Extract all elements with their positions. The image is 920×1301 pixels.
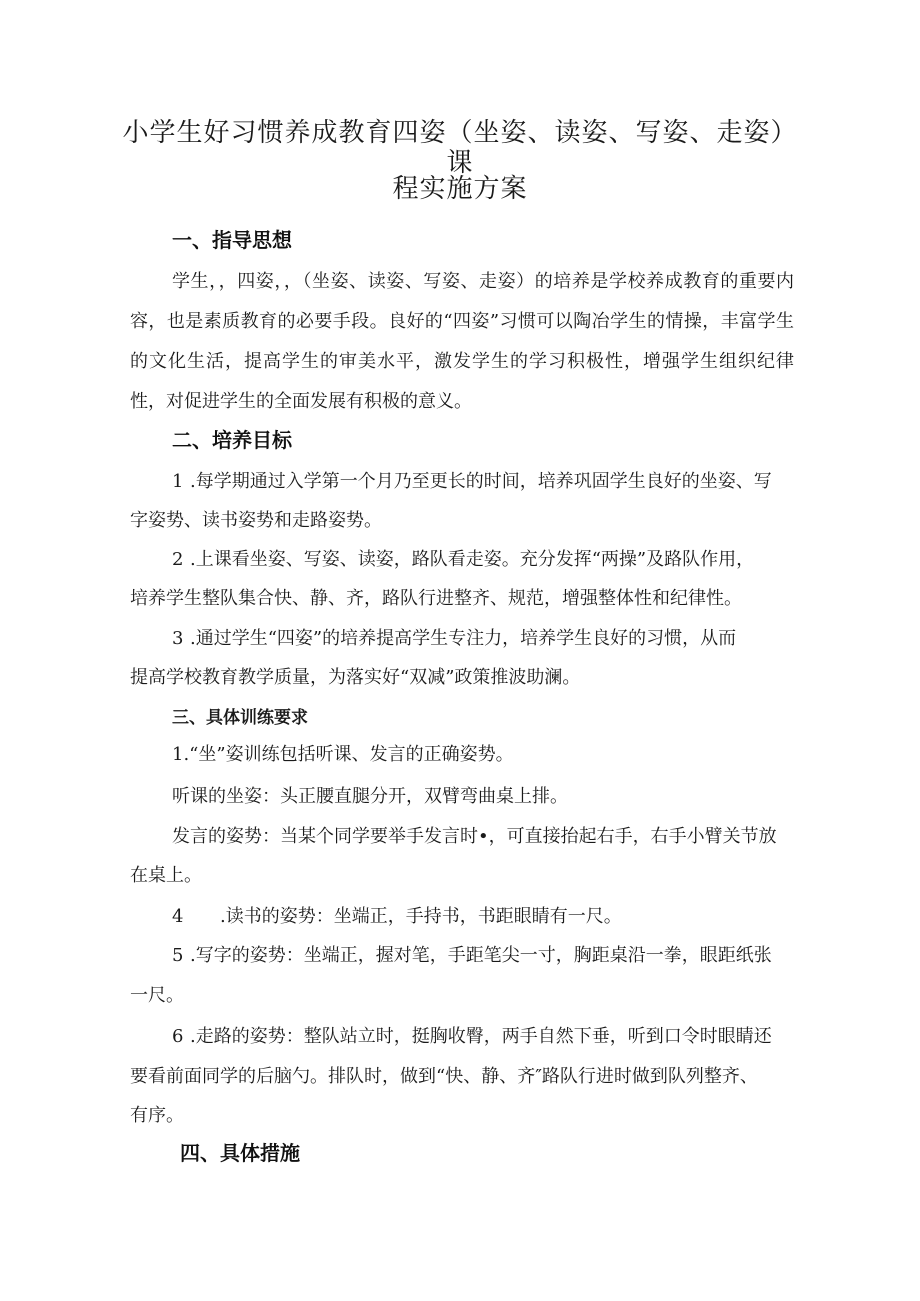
sitting-intro: 1.“坐”姿训练包括听课、发言的正确姿势。 — [172, 744, 514, 765]
goal-item-2-line-2: 培养学生整队集合快、静、齐，路队行进整齐、规范，增强整体性和纪律性。 — [130, 588, 742, 609]
reading-posture-number: 4 — [172, 906, 184, 927]
writing-posture-line-1: 5 .写字的姿势：坐端正，握对笔，手距笔尖一寸，胸距桌沿一拳，眼距纸张 — [172, 945, 772, 966]
document-title-line-2: 程实施方案 — [392, 174, 528, 204]
writing-posture-number: 5 — [172, 945, 184, 966]
reading-posture: 4 .读书的姿势：坐端正，手持书，书距眼睛有一尺。 — [172, 906, 622, 927]
writing-posture-line-2: 一尺。 — [130, 985, 184, 1006]
section-heading-training-goals: 二、培养目标 — [172, 428, 292, 452]
walking-posture-line-3: 有序。 — [130, 1105, 184, 1126]
goal-item-2-number: 2 — [172, 549, 184, 570]
goal-item-2-line-1: 2 .上课看坐姿、写姿、读姿，路队看走姿。充分发挥“两操”及路队作用， — [172, 549, 755, 570]
goal-item-1-line-2: 字姿势、读书姿势和走路姿势。 — [130, 510, 382, 531]
goal-item-3-line-1: 3 .通过学生“四姿”的培养提高学生专注力，培养学生良好的习惯，从而 — [172, 628, 737, 649]
document-title-line-1: 小学生好习惯养成教育四姿（坐姿、读姿、写姿、走姿）课 — [122, 118, 798, 178]
goal-item-1-number: 1 — [172, 471, 184, 492]
section-heading-training-requirements: 三、具体训练要求 — [172, 708, 308, 728]
walking-posture-line-2: 要看前面同学的后脑勺。排队时，做到“快、静、齐″路队行进时做到队列整齐、 — [130, 1066, 758, 1087]
listening-posture: 听课的坐姿：头正腰直腿分开，双臂弯曲桌上排。 — [172, 786, 568, 807]
section-heading-specific-measures: 四、具体措施 — [180, 1141, 300, 1165]
section-heading-guiding-ideology: 一、指导思想 — [172, 228, 292, 252]
goal-item-3-number: 3 — [172, 628, 184, 649]
speaking-posture-line-1: 发言的姿势：当某个同学要举手发言时•，可直接抬起右手，右手小臂关节放 — [172, 826, 777, 847]
goal-item-3-line-2: 提高学校教育教学质量，为落实好“双减”政策推波助澜。 — [130, 667, 581, 688]
guiding-ideology-paragraph: 学生，，四姿，，（坐姿、读姿、写姿、走姿）的培养是学校养成教育的重要内容，也是素质教育的必要手段。良好的“四姿”习惯可以陶冶学生的情操，丰富学生的文化生活，提高学生的审美水平，激发学生的学习积极性，增强学生组织纪律性，对促进学生的全面发展有积极的意义。 — [130, 271, 794, 412]
speaking-posture-line-2: 在桌上。 — [130, 865, 202, 886]
walking-posture-number: 6 — [172, 1026, 184, 1047]
goal-item-1-line-1: 1 .每学期通过入学第一个月乃至更长的时间，培养巩固学生良好的坐姿、写 — [172, 471, 772, 492]
walking-posture-line-1: 6 .走路的姿势：整队站立时，挺胸收臀，两手自然下垂，听到口令时眼睛还 — [172, 1026, 772, 1047]
